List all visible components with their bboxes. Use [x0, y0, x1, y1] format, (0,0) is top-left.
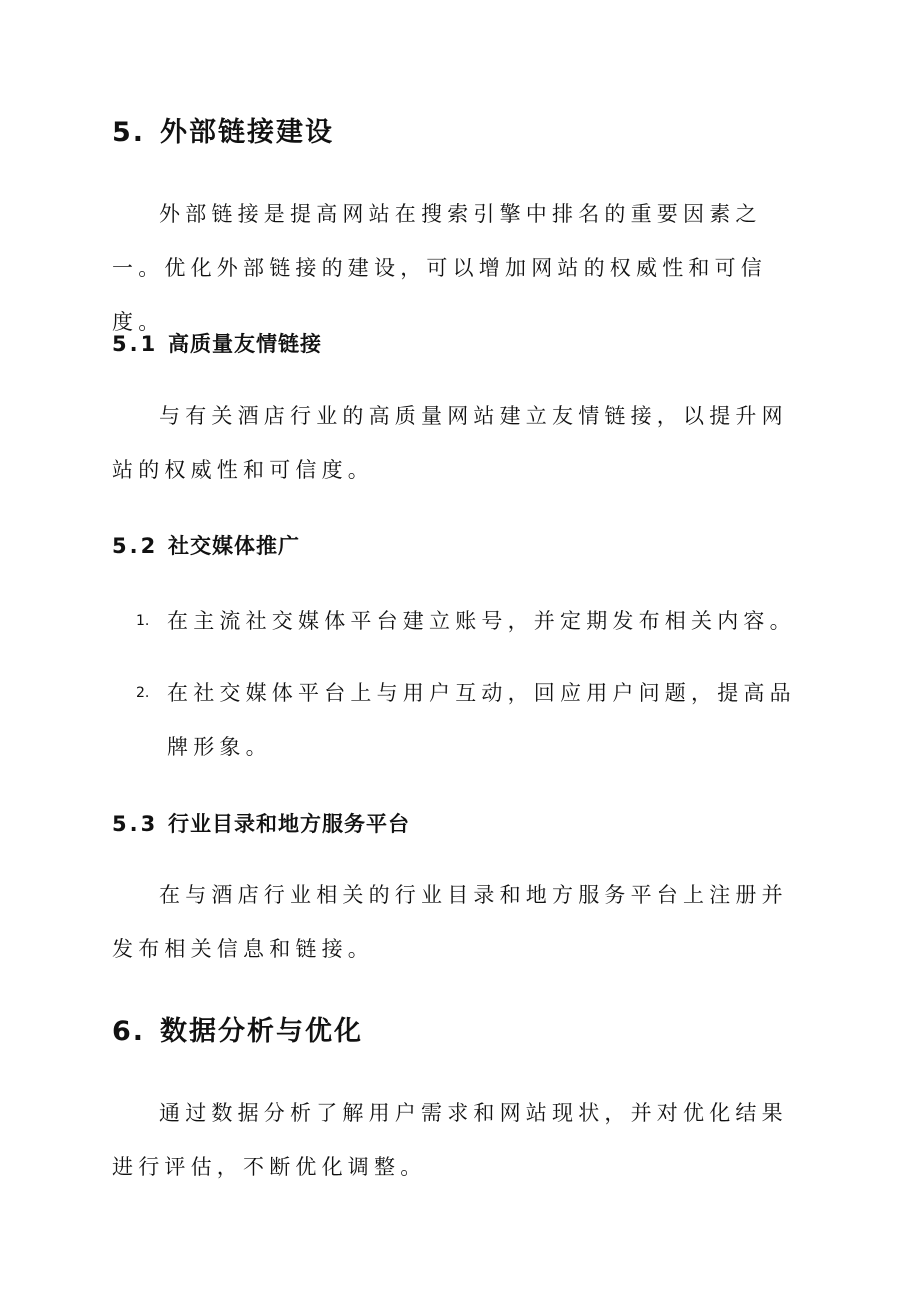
subsection-title: 高质量友情链接 — [168, 332, 322, 356]
section-number: 6. — [112, 1016, 146, 1047]
list-item-text: 在主流社交媒体平台建立账号，并定期发布相关内容。 — [167, 609, 796, 633]
section-number: 5. — [112, 117, 146, 148]
list-item-text: 在社交媒体平台上与用户互动，回应用户问题，提高品牌形象。 — [167, 681, 796, 759]
subsection-title: 社交媒体推广 — [168, 534, 300, 558]
section-6-heading — [112, 1009, 363, 1048]
list-item — [136, 594, 802, 648]
list-marker: 1. — [136, 613, 150, 629]
list-marker: 2. — [136, 685, 150, 701]
list-item — [136, 666, 802, 774]
subsection-5-2-heading — [112, 530, 300, 560]
subsection-5-1-heading — [112, 328, 322, 358]
subsection-title: 行业目录和地方服务平台 — [168, 812, 410, 836]
subsection-5-3-heading — [112, 808, 410, 838]
subsection-number: 5.2 — [112, 534, 159, 558]
section-6-intro: 通过数据分析了解用户需求和网站现状，并对优化结果进行评估，不断优化调整。 — [112, 1101, 788, 1179]
subsection-5-1-body: 与有关酒店行业的高质量网站建立友情链接，以提升网站的权威性和可信度。 — [112, 404, 788, 482]
subsection-number: 5.3 — [112, 812, 159, 836]
section-title: 外部链接建设 — [160, 117, 334, 148]
subsection-5-3-body: 在与酒店行业相关的行业目录和地方服务平台上注册并发布相关信息和链接。 — [112, 883, 788, 961]
section-5-intro: 外部链接是提高网站在搜索引擎中排名的重要因素之一。优化外部链接的建设，可以增加网站的权威性和可信度。 — [112, 202, 767, 334]
subsection-number: 5.1 — [112, 332, 159, 356]
section-title: 数据分析与优化 — [160, 1016, 363, 1047]
section-5-heading — [112, 110, 334, 149]
